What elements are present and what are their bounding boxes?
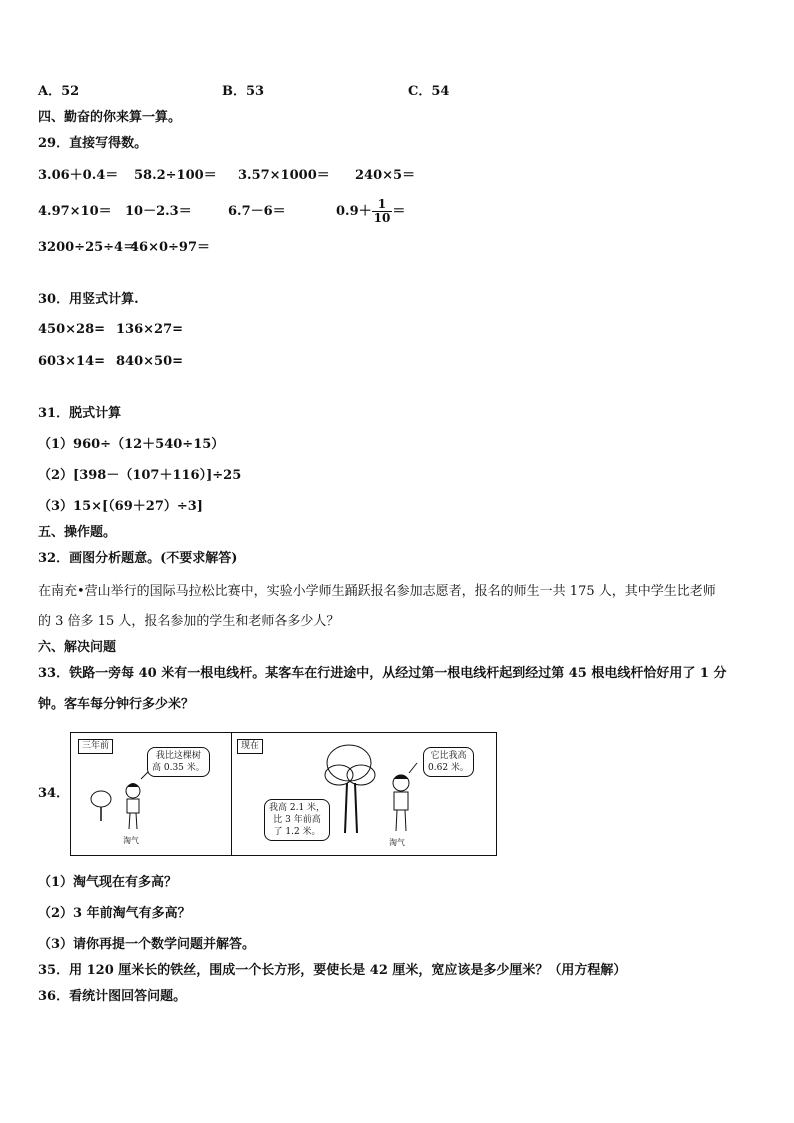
comic-name-now: 淘气 xyxy=(389,838,405,847)
q34-comic xyxy=(70,732,497,856)
q30-item: 450×28= xyxy=(38,322,106,337)
section-6-heading: 六、解决问题 xyxy=(38,640,117,655)
bubble-line: 了 1.2 米。 xyxy=(273,827,321,837)
option-a: A．52 xyxy=(38,84,80,99)
q29-title: 29．直接写得数。 xyxy=(38,136,148,151)
q31-item: （1）960÷（12＋540÷15） xyxy=(38,437,225,452)
fraction-suffix: ＝ xyxy=(392,204,406,219)
q34-number: 34． xyxy=(38,786,70,801)
section-4-heading: 四、勤奋的你来算一算。 xyxy=(38,110,182,125)
option-b: B．53 xyxy=(222,84,265,99)
option-c: C．54 xyxy=(408,84,450,99)
q30-item: 840×50= xyxy=(116,354,184,369)
q32-text-line1: 在南充•营山举行的国际马拉松比赛中，实验小学师生踊跃报名参加志愿者，报名的师生一共 175 人，其中学生比老师 xyxy=(38,584,716,599)
large-tree-icon xyxy=(325,745,375,833)
q29-expr: 6.7－6＝ xyxy=(228,204,286,219)
q29-expr: 3.57×1000＝ xyxy=(238,168,330,183)
q30-item: 603×14= xyxy=(38,354,106,369)
q35-text: 35．用 120 厘米长的铁丝，围成一个长方形，要使长是 42 厘米，宽应该是多少厘米？（用方程解） xyxy=(38,963,627,978)
comic-tag-before: 三年前 xyxy=(78,739,113,754)
q31-item: （2）[398－（107＋116）]÷25 xyxy=(38,468,242,483)
boy-icon xyxy=(126,783,140,829)
q31-item: （3）15×[（69＋27）÷3] xyxy=(38,499,203,514)
bubble-line: 高 0.35 米。 xyxy=(152,763,205,773)
q34-item: （3）请你再提一个数学问题并解答。 xyxy=(38,937,256,952)
q29-expr: 3200÷25÷4＝ xyxy=(38,240,137,255)
bubble-line: 我高 2.1 米， xyxy=(269,803,326,813)
comic-bubble-before xyxy=(147,747,210,777)
bubble-line: 0.62 米。 xyxy=(428,763,469,773)
q34-item: （1）淘气现在有多高？ xyxy=(38,875,178,890)
fraction xyxy=(372,198,393,225)
q34-item: （2）3 年前淘气有多高？ xyxy=(38,906,191,921)
bubble-line: 它比我高 xyxy=(430,751,467,761)
q29-fraction-expr xyxy=(336,193,405,231)
q29-expr: 4.97×10＝ xyxy=(38,204,112,219)
q32-title: 32．画图分析题意。(不要求解答) xyxy=(38,551,238,566)
comic-name-before: 淘气 xyxy=(123,836,139,845)
q33-text-line1: 33．铁路一旁每 40 米有一根电线杆。某客车在行进途中，从经过第一根电线杆起到经过第 45 根电线杆恰好用了 1 分 xyxy=(38,666,727,681)
comic-bubble-now xyxy=(423,747,474,777)
fraction-numerator: 1 xyxy=(372,198,393,212)
fraction-prefix: 0.9＋ xyxy=(336,204,372,219)
small-tree-icon xyxy=(91,791,111,821)
boy-icon xyxy=(393,775,409,832)
q29-expr: 240×5＝ xyxy=(355,168,416,183)
q29-expr: 58.2÷100＝ xyxy=(134,168,217,183)
q29-expr: 10－2.3＝ xyxy=(125,204,192,219)
q30-item: 136×27= xyxy=(116,322,184,337)
bubble-line: 比 3 年前高 xyxy=(273,815,321,825)
section-5-heading: 五、操作题。 xyxy=(38,525,117,540)
q29-expr: 46×0÷97＝ xyxy=(130,240,211,255)
q31-title: 31．脱式计算 xyxy=(38,406,122,421)
q33-text-line2: 钟。客车每分钟行多少米？ xyxy=(38,697,195,712)
fraction-denominator: 10 xyxy=(373,211,391,225)
comic-bubble-height xyxy=(264,799,330,841)
q29-expr: 3.06＋0.4＝ xyxy=(38,168,119,183)
comic-tag-now: 现在 xyxy=(237,739,263,754)
bubble-line: 我比这棵树 xyxy=(155,751,201,761)
q30-title: 30．用竖式计算. xyxy=(38,292,139,307)
q32-text-line2: 的 3 倍多 15 人，报名参加的学生和老师各多少人？ xyxy=(38,614,340,629)
q36-text: 36．看统计图回答问题。 xyxy=(38,989,187,1004)
